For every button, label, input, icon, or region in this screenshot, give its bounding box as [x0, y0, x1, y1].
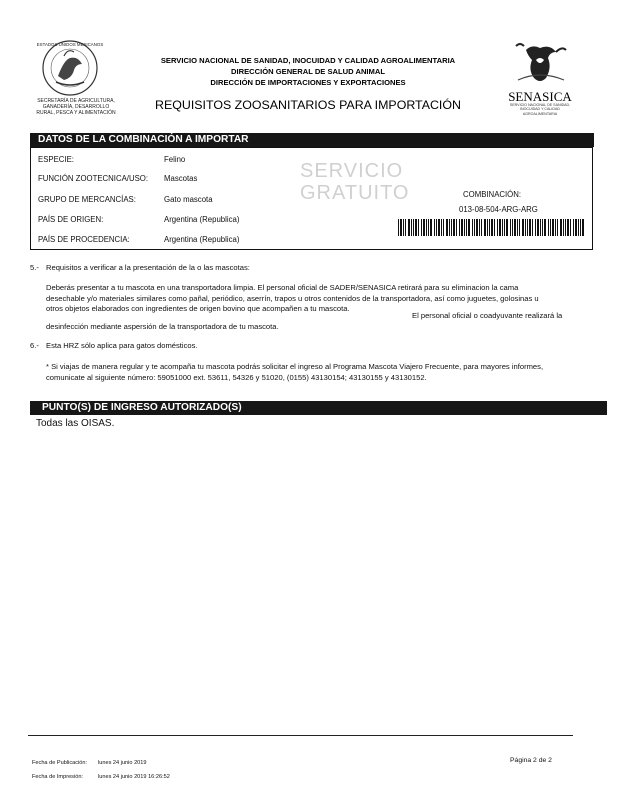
secretaria-caption: SECRETARÍA DE AGRICULTURA, GANADERÍA, DESARROLLO RURAL, PESCA Y ALIMENTACIÓN	[36, 98, 116, 116]
requirement-5-line: desechable y/o materiales similares como pañal, periódico, aserrín, trapos u otros contenidos de la transportadora, así como juguetes, golosinas u	[46, 293, 539, 303]
combination-code: 013-08-504-ARG-ARG	[459, 205, 538, 214]
free-service-watermark: SERVICIO GRATUITO	[300, 160, 410, 204]
senasica-subtitle: SERVICIO NACIONAL DE SANIDAD, INOCUIDAD Y CALIDAD AGROALIMENTARIA	[509, 103, 571, 116]
provenance-country-label: PAÍS DE PROCEDENCIA:	[38, 235, 130, 244]
entry-points-section-header	[30, 401, 607, 415]
combination-label: COMBINACIÓN:	[463, 190, 522, 199]
senasica-bull-logo	[510, 40, 570, 90]
requirement-6-line: comunicate al siguiente número: 59051000 ext. 53611, 54326 y 51020, (0155) 43130154; 43130155 y 43130152.	[46, 372, 427, 382]
requirement-6-line: * Si viajas de manera regular y te acompaña tu mascota podrás solicitar el ingreso al Programa Mascota Viajero Frecuente, para mayores informes,	[46, 362, 544, 371]
requirement-5-number: 5.-	[30, 263, 39, 272]
function-label: FUNCIÓN ZOOTECNICA/USO:	[38, 174, 149, 183]
subdirection-name: DIRECCIÓN DE IMPORTACIONES Y EXPORTACIONES	[210, 78, 406, 87]
species-label: ESPECIE:	[38, 155, 74, 164]
provenance-country-value: Argentina (Republica)	[164, 235, 240, 244]
direction-name: DIRECCIÓN GENERAL DE SALUD ANIMAL	[231, 67, 385, 76]
barcode	[398, 219, 588, 236]
print-date-label: Fecha de Impresión:	[32, 774, 83, 780]
agency-name: SERVICIO NACIONAL DE SANIDAD, INOCUIDAD Y CALIDAD AGROALIMENTARIA	[160, 56, 456, 65]
combination-section-header	[30, 133, 594, 147]
requirement-6-number: 6.-	[30, 341, 39, 350]
mexico-coat-of-arms-logo	[34, 38, 106, 98]
combination-section-title: DATOS DE LA COMBINACIÓN A IMPORTAR	[38, 134, 249, 145]
function-value: Mascotas	[164, 174, 198, 183]
publication-date-value: lunes 24 junio 2019	[98, 760, 147, 766]
merchandise-group-label: GRUPO DE MERCANCÍAS:	[38, 195, 136, 204]
requirement-5-line: Deberás presentar a tu mascota en una transportadora limpia. El personal oficial de SADER/SENASICA retirará para su eliminacion la cama	[46, 283, 519, 292]
origin-country-label: PAÍS DE ORIGEN:	[38, 215, 104, 224]
entry-points-section-title: PUNTO(S) DE INGRESO AUTORIZADO(S)	[42, 402, 242, 413]
requirement-5-line: desinfección mediante aspersión de la transportadora de tu mascota.	[46, 322, 279, 331]
species-value: Felino	[164, 155, 186, 164]
publication-date-label: Fecha de Publicación:	[32, 760, 88, 766]
entry-points-value: Todas las OISAS.	[36, 418, 115, 429]
origin-country-value: Argentina (Republica)	[164, 215, 240, 224]
merchandise-group-value: Gato mascota	[164, 195, 213, 204]
footer-divider	[28, 735, 573, 736]
page-number: Página 2 de 2	[510, 757, 552, 764]
requirement-5-line: otros objetos elaborados con ingredientes de origen bovino que acompañen a tu mascota.	[46, 304, 350, 313]
requirement-6-title: Esta HRZ sólo aplica para gatos domésticos.	[46, 341, 198, 350]
senasica-wordmark: SENASICA	[508, 89, 572, 104]
requirement-5-line: El personal oficial o coadyuvante realizará la	[412, 311, 563, 320]
print-date-value: lunes 24 junio 2019 16:26:52	[98, 774, 170, 780]
seal-text: ESTADOS UNIDOS MEXICANOS	[36, 42, 104, 47]
document-title: REQUISITOS ZOOSANITARIOS PARA IMPORTACIÓN	[155, 98, 461, 112]
requirement-5-title: Requisitos a verificar a la presentación de la o las mascotas:	[46, 263, 250, 272]
